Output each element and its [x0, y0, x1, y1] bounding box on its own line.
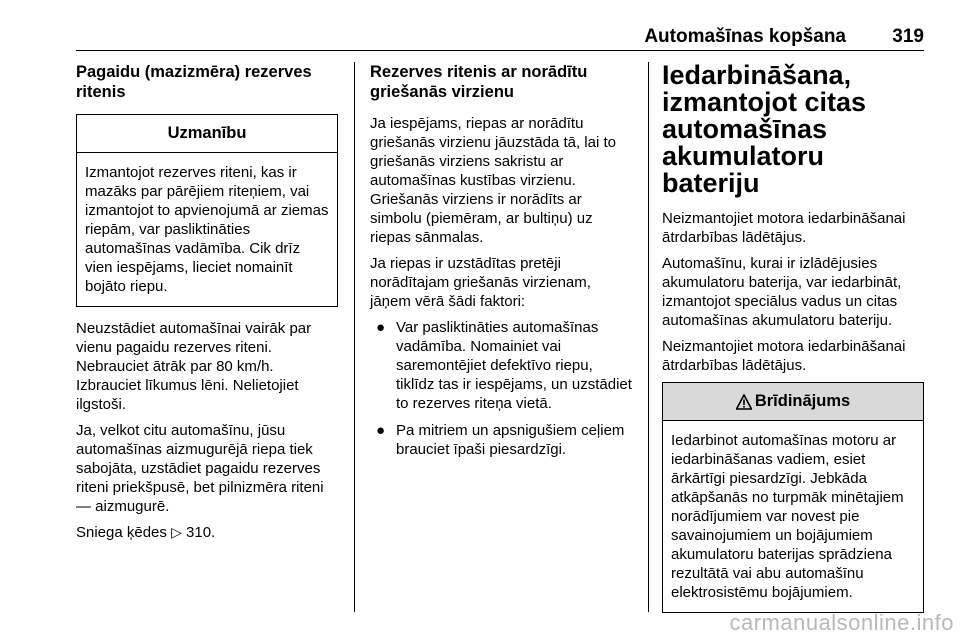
list-item-text: Pa mitriem un apsnigušiem ceļiem brauciet īpaši piesardzīgi. — [396, 422, 625, 458]
section-heading-directional-spare: Rezerves ritenis ar norādītu griešanās virzienu — [370, 63, 588, 101]
caution-box — [76, 114, 338, 307]
paragraph: Ja riepas ir uzstādītas pretēji norādītajam griešanās virzienam, jāņem vērā šādi faktori: — [370, 255, 591, 310]
column-divider — [648, 62, 649, 612]
warning-text: Iedarbinot automašīnas motoru ar iedarbināšanas vadiem, esiet ārkārtīgi piesardzīgi. Jebkāda atkāpšanās no turpmāk minētajiem norādījumiem var novest pie savainojumiem un bojājumiem akumulatoru baterijas sprādziena rezultātā vai abu automašīnu elektrosistēmu bojājumiem. — [671, 432, 904, 601]
paragraph: Neizmantojiet motora iedarbināšanai ātrdarbības lādētājus. — [662, 338, 906, 374]
bullet-icon: ● — [376, 319, 386, 336]
list-item-text: Var pasliktināties automašīnas vadāmība. Nomainiet vai saremontējiet defektīvo riepu, tiklīdz tas ir iespējams, un uzstādiet to rezerves riteņa vietā. — [396, 319, 632, 412]
list-item — [370, 421, 634, 459]
reference-arrow-icon: ▷ — [171, 524, 182, 540]
paragraph: Neuzstādiet automašīnai vairāk par vienu pagaidu rezerves riteni. Nebrauciet ātrāk par 80 km/h. Izbrauciet līkumus lēni. Nelietojiet ilgstoši. — [76, 320, 312, 413]
paragraph: Neizmantojiet motora iedarbināšanai ātrdarbības lādētājus. — [662, 210, 906, 246]
reference-label: Sniega ķēdes — [76, 524, 167, 541]
warning-title: Brīdinājums — [754, 392, 851, 410]
column-3 — [662, 62, 924, 625]
snow-chains-reference — [76, 523, 338, 542]
paragraph: Ja, velkot citu automašīnu, jūsu automašīnas aizmugurējā riepa tiek sabojāta, uzstādiet pagaidu rezerves riteni priekšpusē, bet pilnizmēra riteni — aizmugurē. — [76, 422, 324, 515]
warning-box — [662, 382, 924, 613]
list-item — [370, 318, 634, 413]
warning-triangle-icon — [736, 394, 752, 410]
header-title: Automašīnas kopšana — [644, 26, 846, 47]
caution-text: Izmantojot rezerves riteni, kas ir mazāks par pārējiem riteņiem, vai izmantojot to apvienojumā ar ziemas riepām, var pasliktināties automašīnas vadāmība. Cik drīz vien iespējams, lieciet nomainīt bojāto riepu. — [85, 164, 329, 295]
column-2 — [370, 62, 634, 467]
header-rule — [76, 50, 924, 51]
paragraph: Automašīnu, kurai ir izlādējusies akumulatoru baterija, var iedarbināt, izmantojot speciālus vadus un citas automašīnas akumulatoru bateriju. — [662, 255, 902, 329]
warning-header — [663, 383, 923, 421]
section-heading-jump-start: Iedarbināšana, izmantojot citas automašīnas akumulatoru bateriju — [662, 60, 867, 198]
section-heading-temporary-spare: Pagaidu (mazizmēra) rezerves ritenis — [76, 63, 312, 101]
paragraph: Ja iespējams, riepas ar norādītu griešanās virzienu jāuzstāda tā, lai to griešanās virziens sakristu ar automašīnas kustības virzienu. Griešanās virziens ir norādīts ar simbolu (piemēram, ar bultiņu) uz riepas sānmalas. — [370, 115, 616, 246]
bullet-list — [370, 318, 634, 459]
column-divider — [354, 62, 355, 612]
page-header — [76, 26, 924, 48]
column-1 — [76, 62, 338, 549]
bullet-icon: ● — [376, 422, 386, 439]
page-number: 319 — [892, 26, 924, 47]
caution-title: Uzmanību — [77, 115, 337, 153]
reference-page-link[interactable]: 310. — [186, 524, 216, 541]
watermark: carmanualsonline.info — [729, 610, 954, 635]
